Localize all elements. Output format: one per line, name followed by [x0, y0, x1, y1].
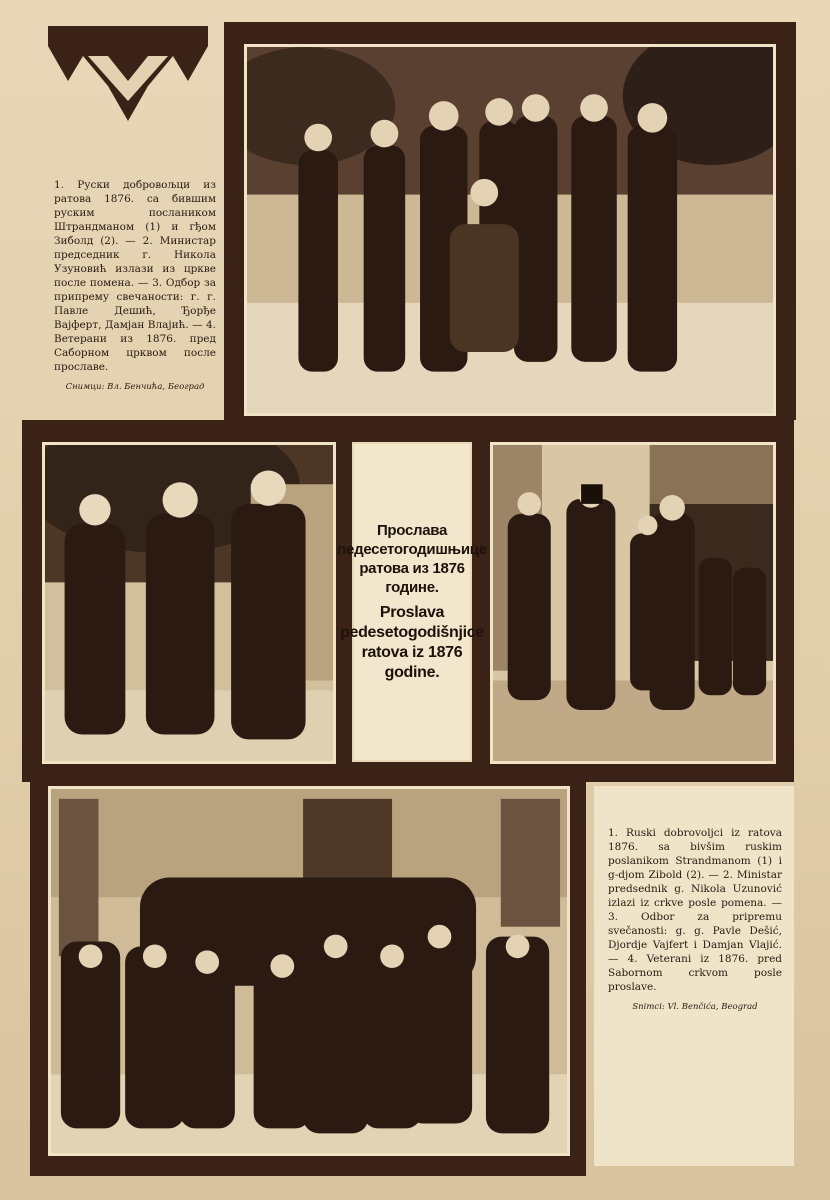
- title-panel: [337, 442, 487, 762]
- ornament-icon: [48, 26, 208, 126]
- headline-latin: Proslava pedesetogodišnjice ratova iz 1876 godine.: [340, 604, 484, 681]
- caption-latin: [594, 786, 794, 1166]
- headline-cyrillic: Прослава педесетогодишњице ратова из 1876 године.: [337, 522, 487, 596]
- photo-prime-minister: [490, 442, 776, 764]
- photo-credit-cyrillic: Снимци: Вл. Бенчића, Београд: [65, 382, 205, 392]
- caption-cyrillic-text: 1. Руски добровољци из ратова 1876. са бившим руским послаником Штрандманом (1) и гђом Зиболд (2). — 2. Министар председник г. Никола Узуновић излази из цркве после помена. — 3. Одбор за припрему свечаности: г. г. Павле Дешић, Ђорђе Вајферт, Дамјан Влајић. — 4. Ветерани из 1876. пред Саборном црквом после прославе.: [54, 179, 216, 373]
- photo-credit-latin: Snimci: Vl. Benčića, Beograd: [632, 1002, 758, 1012]
- caption-latin-text: 1. Ruski dobrovoljci iz ratova 1876. sa bivšim ruskim poslanikom Strandmanom (1) i g-djom Zibold (2). — 2. Ministar predsednik g. Nikola Uzunović izlazi iz crkve posle pomena. — 3. Odbor za pripremu svečanosti: g. g. Pavle Dešić, Djordje Vajfert i Damjan Vlajić. — 4. Veterani iz 1876. pred Sabornom crkvom posle proslave.: [608, 827, 782, 993]
- photo-russian-volunteers: [244, 44, 776, 416]
- photo-committee: [42, 442, 336, 764]
- caption-cyrillic: [46, 130, 222, 410]
- photo-veterans: [48, 786, 570, 1156]
